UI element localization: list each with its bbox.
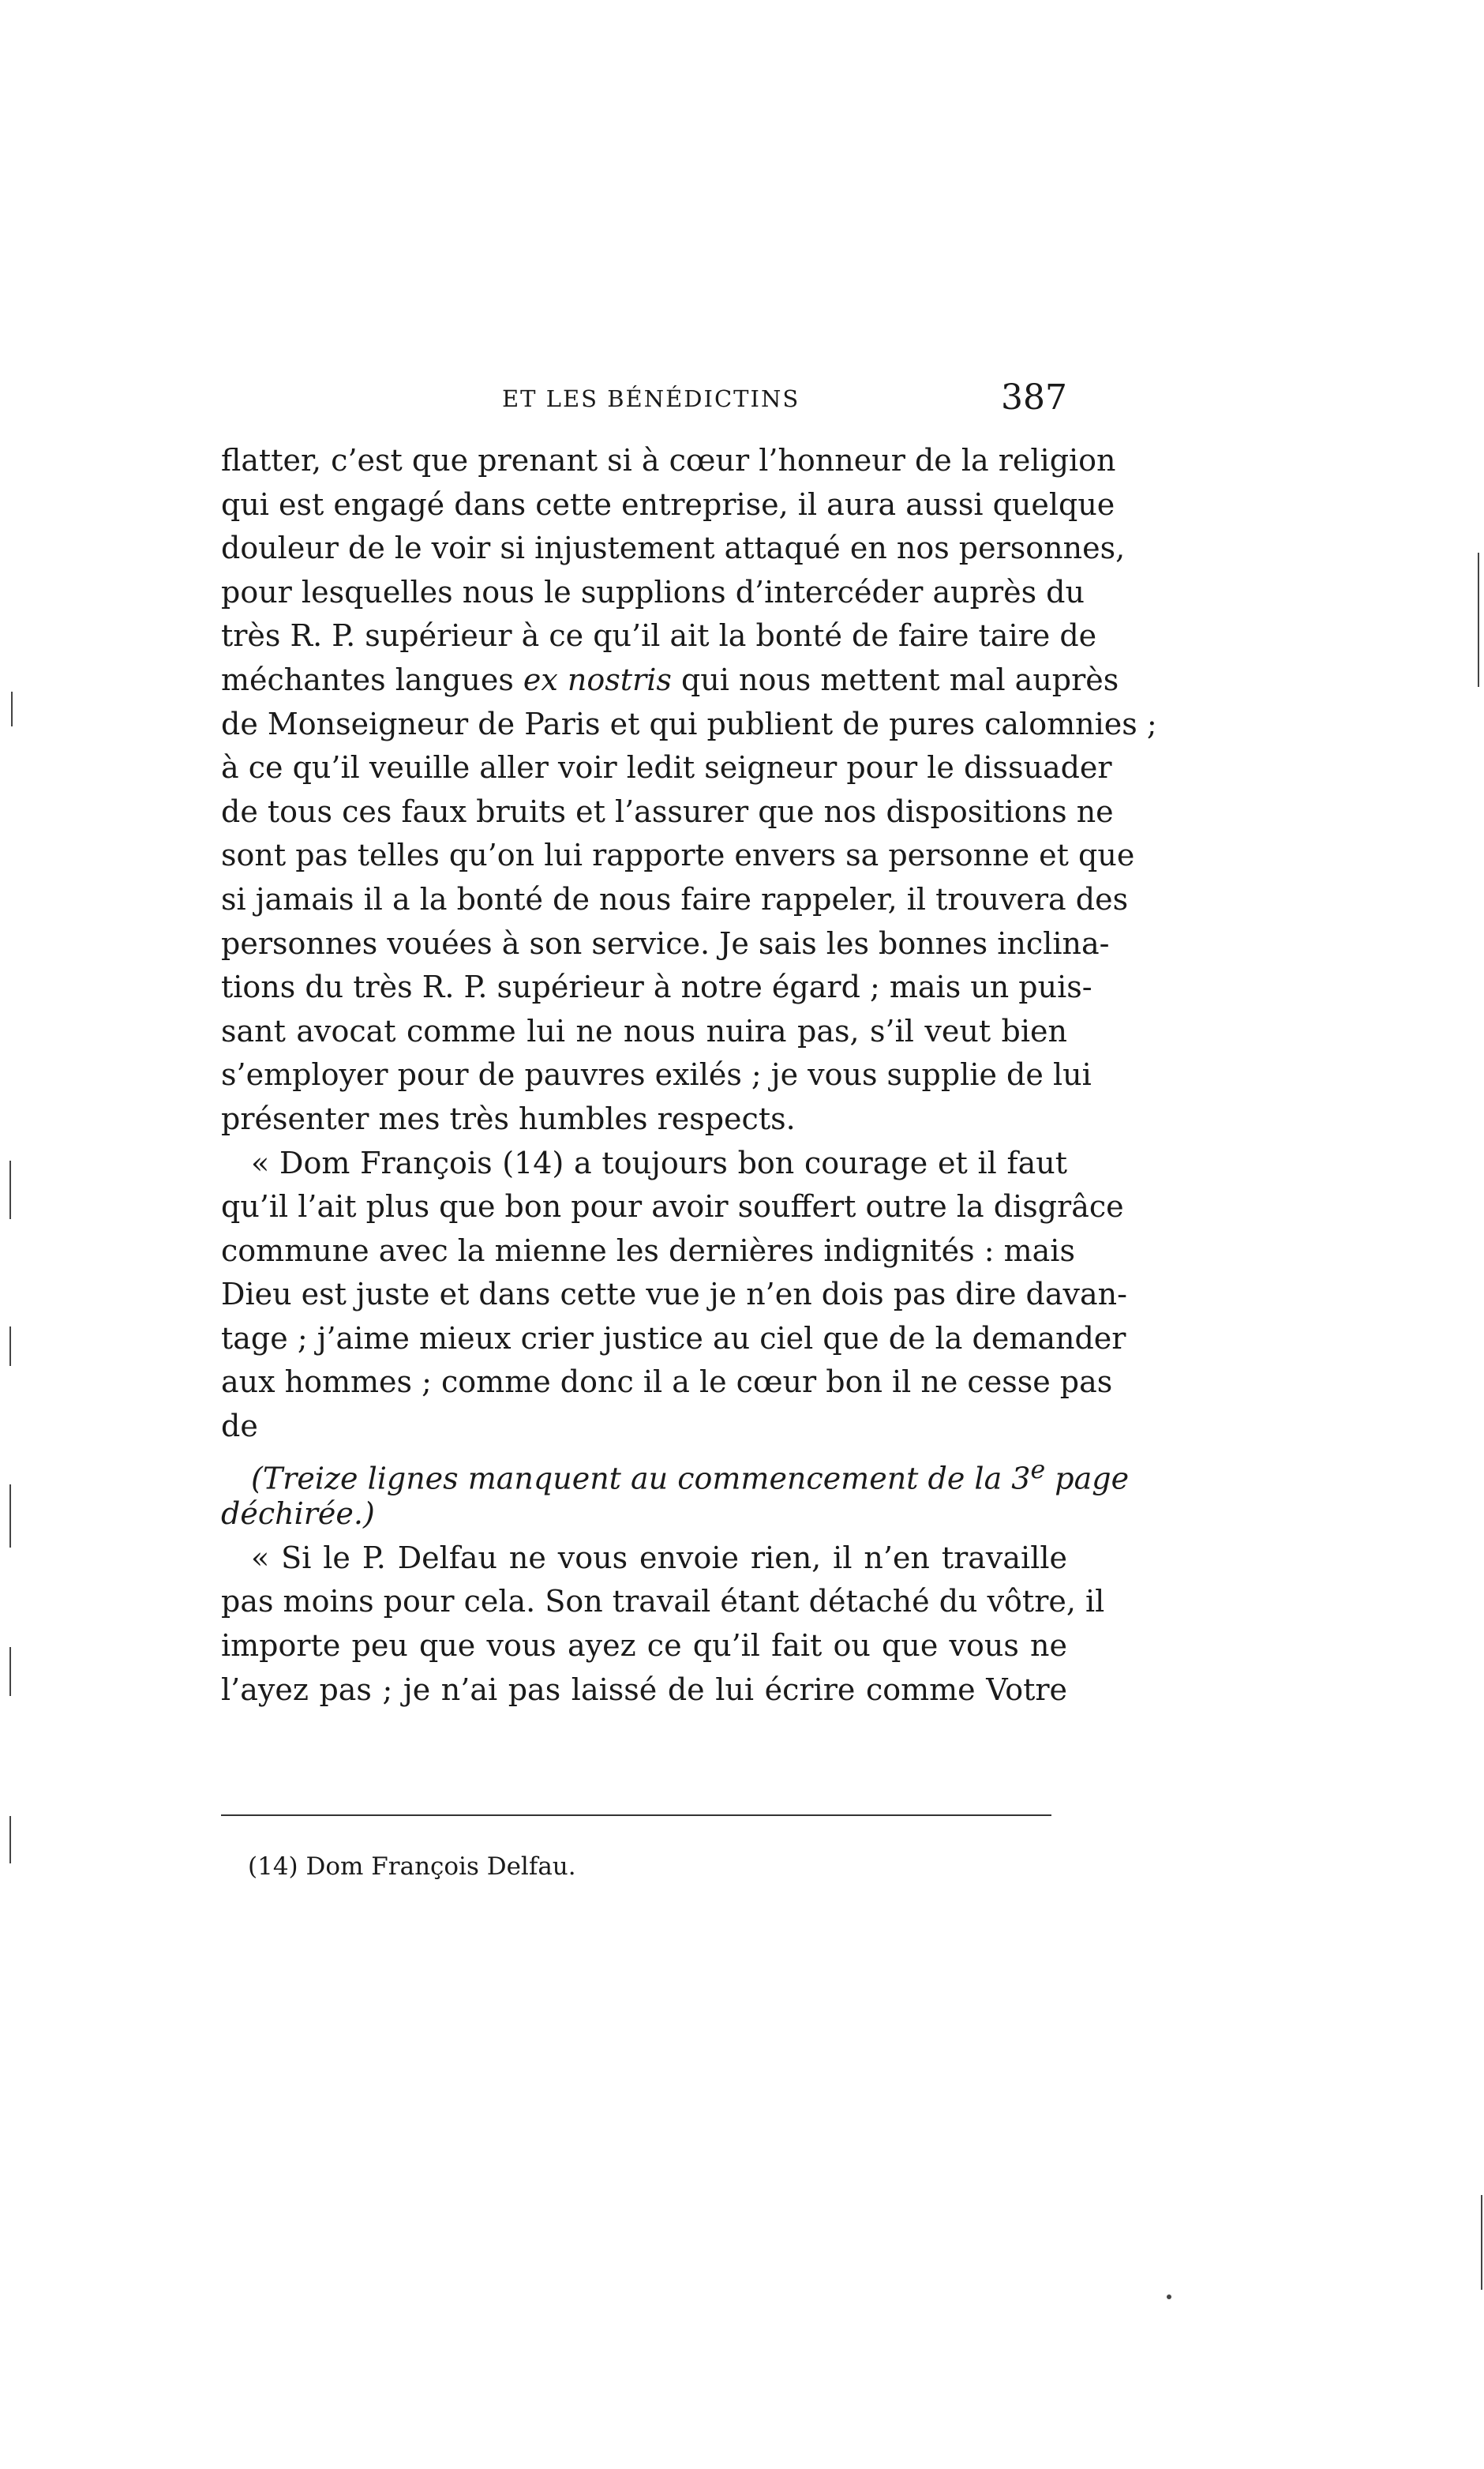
latin-phrase: ex nostris: [523, 662, 672, 697]
body-text: [221, 439, 1157, 1712]
scan-mark: [1478, 553, 1479, 687]
text-line: qu’il l’ait plus que bon pour avoir souffert outre la disgrâce: [221, 1189, 1124, 1225]
text-line: tions du très R. P. supérieur à notre égard ; mais un puis-: [221, 970, 1092, 1005]
editorial-note-line: (Treize lignes manquent au commencement de la 3e page: [251, 1455, 1130, 1496]
scan-mark: [11, 692, 13, 726]
editorial-note-line: déchirée.): [221, 1496, 375, 1532]
text-line: personnes vouées à son service. Je sais les bonnes inclina-: [221, 925, 1110, 961]
text-line: pas moins pour cela. Son travail étant détaché du vôtre, il: [221, 1584, 1105, 1619]
scan-mark: [9, 1484, 11, 1548]
text-line: qui est engagé dans cette entreprise, il aura aussi quelque: [221, 486, 1115, 522]
text-line: Dieu est juste et dans cette vue je n’en dois pas dire davan-: [221, 1277, 1127, 1312]
text-line: de Monseigneur de Paris et qui publient de pures calomnies ;: [221, 706, 1157, 741]
running-head: [221, 377, 1067, 425]
text-line: de tous ces faux bruits et l’assurer que nos dispositions ne: [221, 794, 1114, 829]
text-line: l’ayez pas ; je n’ai pas laissé de lui écrire comme Votre: [221, 1672, 1067, 1707]
running-title: ET LES BÉNÉDICTINS: [502, 385, 800, 412]
text-line: si jamais il a la bonté de nous faire rappeler, il trouvera des: [221, 881, 1129, 917]
scan-mark: [9, 1326, 11, 1366]
text-line: aux hommes ; comme donc il a le cœur bon il ne cesse pas: [221, 1364, 1113, 1400]
scan-mark: [9, 1647, 11, 1696]
scan-mark: [9, 1161, 11, 1219]
text-line: « Dom François (14) a toujours bon courage et il faut: [251, 1145, 1067, 1180]
text-line: s’employer pour de pauvres exilés ; je vous supplie de lui: [221, 1057, 1092, 1093]
text-line: très R. P. supérieur à ce qu’il ait la bonté de faire taire de: [221, 618, 1097, 654]
scan-mark: [9, 1816, 11, 1863]
scan-mark: [1481, 2195, 1482, 2290]
text-line: sant avocat comme lui ne nous nuira pas, s’il veut bien: [221, 1013, 1067, 1049]
page-number: 387: [1001, 377, 1067, 418]
text-line: présenter mes très humbles respects.: [221, 1101, 796, 1136]
text-line: méchantes langues ex nostris qui nous mettent mal auprès: [221, 662, 1119, 697]
text-line: importe peu que vous ayez ce qu’il fait ou que vous ne: [221, 1628, 1067, 1664]
text-line: pour lesquelles nous le supplions d’intercéder auprès du: [221, 574, 1085, 610]
text-line: de: [221, 1409, 258, 1444]
footnote: (14) Dom François Delfau.: [248, 1852, 576, 1881]
text-line: flatter, c’est que prenant si à cœur l’honneur de la religion: [221, 443, 1116, 478]
text-line: « Si le P. Delfau ne vous envoie rien, il n’en travaille: [251, 1540, 1067, 1575]
text-line: sont pas telles qu’on lui rapporte envers sa personne et que: [221, 838, 1135, 873]
text-line: tage ; j’aime mieux crier justice au ciel que de la demander: [221, 1320, 1126, 1356]
text-line: commune avec la mienne les dernières indignités : mais: [221, 1233, 1075, 1268]
superscript: e: [1030, 1455, 1046, 1484]
text-line: à ce qu’il veuille aller voir ledit seigneur pour le dissuader: [221, 750, 1112, 786]
text-line: douleur de le voir si injustement attaqué en nos personnes,: [221, 531, 1126, 566]
footnote-separator: [221, 1814, 1051, 1816]
scan-mark: [1167, 2295, 1171, 2299]
